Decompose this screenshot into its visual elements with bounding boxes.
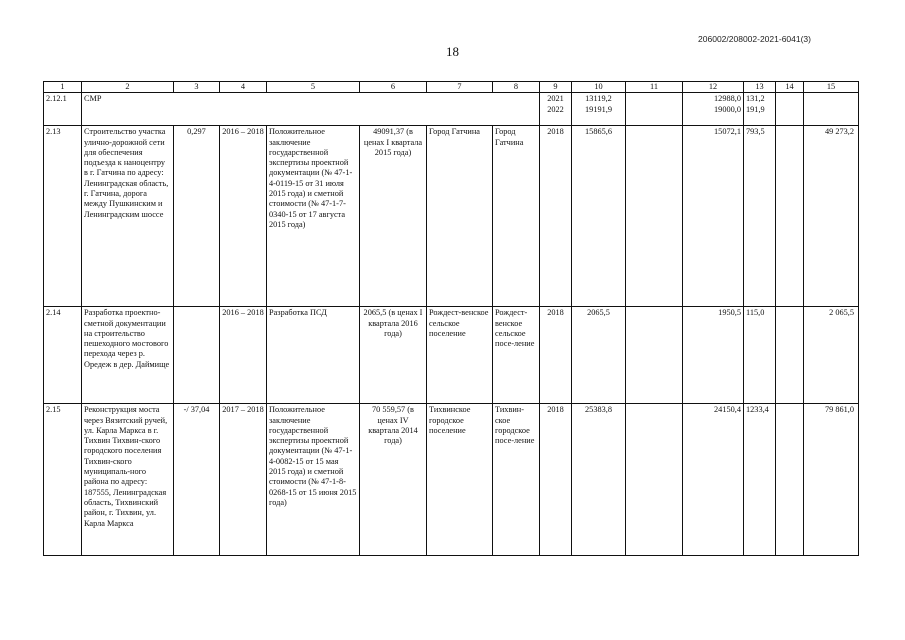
column-header: 9 xyxy=(540,82,572,93)
year-cell: 2018 xyxy=(540,126,572,307)
document-number: 206002/208002-2021-6041(3) xyxy=(698,34,811,44)
table-cell xyxy=(626,93,683,126)
table-cell: -/ 37,04 xyxy=(174,404,220,556)
table-cell: 2065,5 xyxy=(572,307,626,404)
table-row xyxy=(44,404,859,556)
settlement-cell: Город Гатчина xyxy=(427,126,493,307)
table-cell xyxy=(776,404,804,556)
table-cell: 24150,4 xyxy=(683,404,744,556)
row-code: 2.14 xyxy=(44,307,82,404)
table-cell xyxy=(804,93,859,126)
smr-years: 2021 2022 xyxy=(540,93,572,126)
settlement-cell: Рождест-венское сельское поселение xyxy=(427,307,493,404)
object-name: Разработка проектно-сметной документации на строительство пешеходного мостового перехода через р. Оредеж в дер. Даймище xyxy=(82,307,174,404)
settlement-cell: Город Гатчина xyxy=(493,126,540,307)
table-cell xyxy=(776,307,804,404)
year-cell: 2018 xyxy=(540,307,572,404)
expertise-cell: Разработка ПСД xyxy=(267,307,360,404)
smr-row xyxy=(44,93,859,126)
settlement-cell: Рождест-венское сельское посе-ление xyxy=(493,307,540,404)
total-cell: 2 065,5 xyxy=(804,307,859,404)
table-row xyxy=(44,307,859,404)
cost-cell: 2065,5 (в ценах I квартала 2016 года) xyxy=(360,307,427,404)
table-cell: 1950,5 xyxy=(683,307,744,404)
column-header: 1 xyxy=(44,82,82,93)
row-label: СМР xyxy=(82,93,540,126)
column-header: 2 xyxy=(82,82,174,93)
table-cell: 115,0 xyxy=(744,307,776,404)
column-header: 6 xyxy=(360,82,427,93)
column-header: 8 xyxy=(493,82,540,93)
table-cell: 2017 – 2018 xyxy=(220,404,267,556)
total-cell: 49 273,2 xyxy=(804,126,859,307)
object-name: Реконструкция моста через Вязитский ручей, ул. Карла Маркса в г. Тихвин Тихвин-ского городского поселения Тихвин-ского муниципаль-ного района по адресу: 187555, Ленинградская область, Тихвинский район, г. Тихвин, ул. Карла Маркса xyxy=(82,404,174,556)
column-header: 4 xyxy=(220,82,267,93)
column-header: 5 xyxy=(267,82,360,93)
column-header: 14 xyxy=(776,82,804,93)
data-table xyxy=(43,81,859,556)
row-code: 2.12.1 xyxy=(44,93,82,126)
settlement-cell: Тихвинское городское поселение xyxy=(427,404,493,556)
year-cell: 2018 xyxy=(540,404,572,556)
expertise-cell: Положительное заключение государственной экспертизы проектной документации (№ 47-1-4-0082-15 от 15 мая 2015 года) и сметной стоимости (№ 47-1-8-0268-15 от 15 июня 2015 года) xyxy=(267,404,360,556)
table-cell: 1233,4 xyxy=(744,404,776,556)
table-cell: 793,5 xyxy=(744,126,776,307)
smr-col12: 12988,0 19000,0 xyxy=(683,93,744,126)
table-cell xyxy=(776,126,804,307)
table-cell xyxy=(626,307,683,404)
cost-cell: 70 559,57 (в ценах IV квартала 2014 года) xyxy=(360,404,427,556)
column-number-row xyxy=(44,82,859,93)
column-header: 12 xyxy=(683,82,744,93)
table-cell: 0,297 xyxy=(174,126,220,307)
expertise-cell: Положительное заключение государственной экспертизы проектной документации (№ 47-1-4-0119-15 от 31 июля 2015 года) и сметной стоимости (№ 47-1-7-0340-15 от 17 августа 2015 года) xyxy=(267,126,360,307)
column-header: 11 xyxy=(626,82,683,93)
smr-col10: 13119,2 19191,9 xyxy=(572,93,626,126)
table-cell: 25383,8 xyxy=(572,404,626,556)
table-cell xyxy=(626,404,683,556)
column-header: 3 xyxy=(174,82,220,93)
table-cell xyxy=(626,126,683,307)
smr-col13: 131,2 191,9 xyxy=(744,93,776,126)
total-cell: 79 861,0 xyxy=(804,404,859,556)
table-cell: 15865,6 xyxy=(572,126,626,307)
settlement-cell: Тихвин-ское городское посе-ление xyxy=(493,404,540,556)
table-cell xyxy=(174,307,220,404)
row-code: 2.13 xyxy=(44,126,82,307)
table-row xyxy=(44,126,859,307)
page-number: 18 xyxy=(446,44,459,59)
column-header: 15 xyxy=(804,82,859,93)
table-cell: 2016 – 2018 xyxy=(220,126,267,307)
column-header: 13 xyxy=(744,82,776,93)
column-header: 10 xyxy=(572,82,626,93)
object-name: Строительство участка улично-дорожной сети для обеспечения подъезда к наноцентру в г. Гатчина по адресу: Ленинградская область, г. Гатчина, дорога между Пушкинским и Ленинградским шоссе xyxy=(82,126,174,307)
table-cell xyxy=(776,93,804,126)
row-code: 2.15 xyxy=(44,404,82,556)
table-cell: 2016 – 2018 xyxy=(220,307,267,404)
column-header: 7 xyxy=(427,82,493,93)
table-cell: 15072,1 xyxy=(683,126,744,307)
cost-cell: 49091,37 (в ценах I квартала 2015 года) xyxy=(360,126,427,307)
